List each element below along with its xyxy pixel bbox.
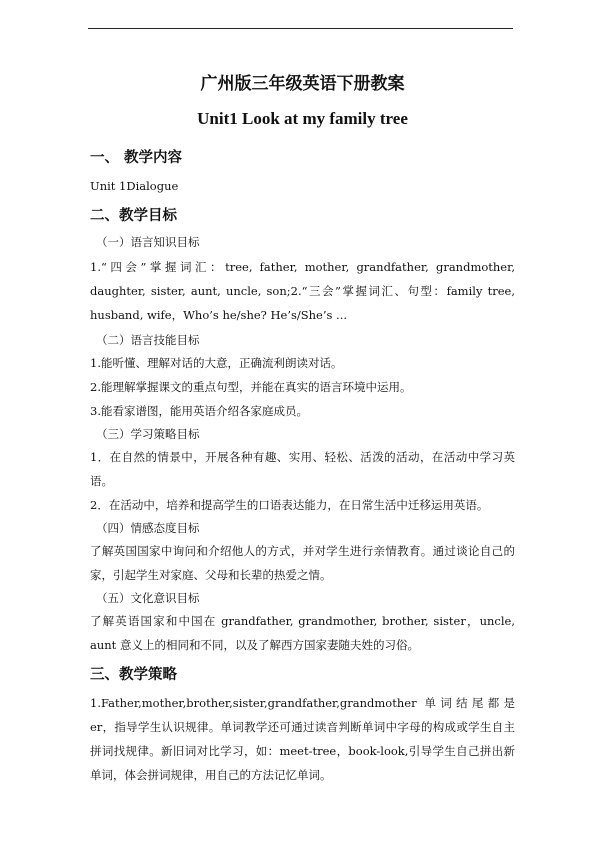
paragraph-language-knowledge: 1.“四会”掌握词汇：tree, father, mother, grandfather, grandmother, daughter, sister, aunt, uncle, son;2.“三会”掌握词汇、句型：family tree, husband, wife，Who’s he/she? He’s/She’s ... bbox=[90, 260, 515, 322]
subsection-heading-learning-strategy: （三）学习策略目标 bbox=[96, 427, 200, 441]
subsection-heading-language-knowledge: （一）语言知识目标 bbox=[96, 235, 200, 249]
document-page bbox=[90, 72, 515, 787]
subsection-heading-culture: （五）文化意识目标 bbox=[96, 591, 200, 605]
document-subtitle: Unit1 Look at my family tree bbox=[197, 109, 408, 128]
section-heading-strategy: 三、教学策略 bbox=[90, 666, 177, 683]
subsection-heading-language-skills: （二）语言技能目标 bbox=[96, 333, 200, 347]
section-heading-content: 一、 教学内容 bbox=[90, 149, 183, 166]
section-content-text: Unit 1Dialogue bbox=[90, 179, 179, 193]
header-rule bbox=[88, 28, 513, 29]
paragraph-attitude: 了解英国国家中询问和介绍他人的方式，并对学生进行亲情教育。通过谈论自己的家，引起学生对家庭、父母和长辈的热爱之情。 bbox=[90, 544, 515, 582]
document-title: 广州版三年级英语下册教案 bbox=[200, 74, 405, 94]
list-item-skill-2: 2.能理解掌握课文的重点句型，并能在真实的语言环境中运用。 bbox=[90, 380, 412, 394]
list-item-skill-1: 1.能听懂、理解对话的大意，正确流利朗读对话。 bbox=[90, 356, 343, 370]
section-heading-goals: 二、教学目标 bbox=[90, 207, 177, 224]
list-item-strategy-1: 1．在自然的情景中，开展各种有趣、实用、轻松、活泼的活动，在活动中学习英语。 bbox=[90, 450, 515, 488]
list-item-skill-3: 3.能看家谱图，能用英语介绍各家庭成员。 bbox=[90, 404, 308, 418]
list-item-strategy-2: 2．在活动中，培养和提高学生的口语表达能力，在日常生活中迁移运用英语。 bbox=[90, 498, 489, 512]
paragraph-teaching-strategy: 1.Father,mother,brother,sister,grandfather,grandmother 单词结尾都是 er，指导学生认识规律。单词教学还可通过读音判断单词中字母的构成或学生自主拼词找规律。新旧词对比学习，如：meet-tree，book-look,引导学生自己拼出新单词，体会拼词规律，用自己的方法记忆单词。 bbox=[90, 696, 515, 782]
paragraph-culture: 了解英语国家和中国在 grandfather, grandmother, brother, sister，uncle, aunt 意义上的相同和不同，以及了解西方国家妻随夫姓的习俗。 bbox=[90, 614, 515, 652]
subsection-heading-attitude: （四）情感态度目标 bbox=[96, 521, 200, 535]
